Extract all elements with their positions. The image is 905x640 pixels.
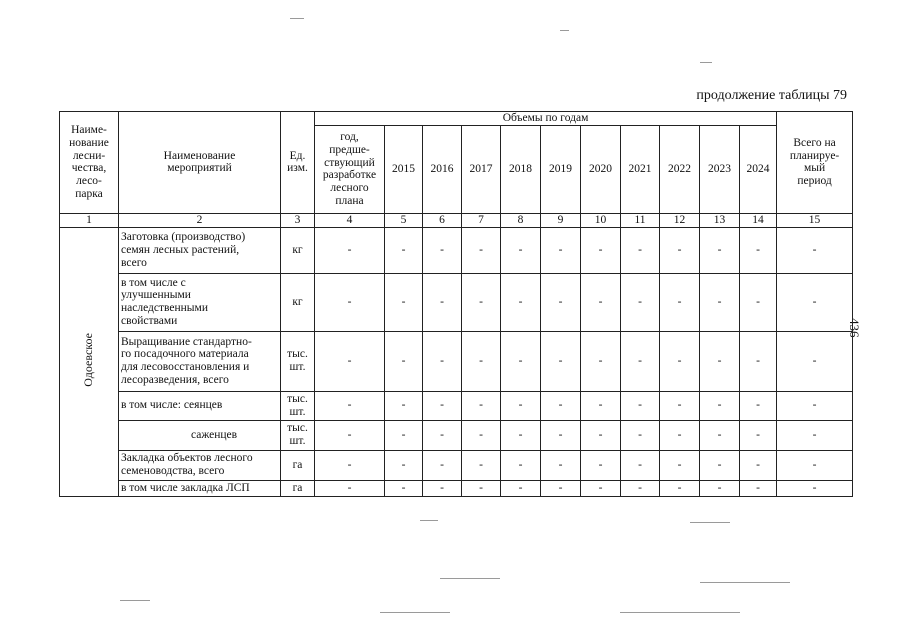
activity-name: саженцев [119,420,281,450]
value-cell: - [581,450,621,480]
header-activity: Наименование мероприятий [119,112,281,214]
column-number: 13 [700,213,740,227]
table-row [60,273,853,331]
value-cell: - [385,420,423,450]
activity-name: в том числе с улучшенными наследственными свойствами [119,273,281,331]
column-number: 14 [740,213,777,227]
value-cell: - [700,450,740,480]
scan-speck [440,578,500,579]
value-cell: - [462,420,501,450]
header-year-2018: 2018 [501,125,541,213]
forestry-plan-table [59,111,853,497]
scan-speck [420,520,438,521]
value-cell: - [315,331,385,391]
value-cell: - [777,273,853,331]
value-cell: - [740,420,777,450]
activity-name: Выращивание стандартно- го посадочного материала для лесовосстановления и лесоразведения, всего [119,331,281,391]
value-cell: - [315,227,385,273]
value-cell: - [385,480,423,496]
scan-speck [120,600,150,601]
value-cell: - [777,480,853,496]
activity-name: Заготовка (производство) семян лесных растений, всего [119,227,281,273]
value-cell: - [740,480,777,496]
value-cell: - [621,420,660,450]
scan-speck [620,612,740,613]
value-cell: - [777,331,853,391]
column-number: 6 [423,213,462,227]
header-year-2019: 2019 [541,125,581,213]
value-cell: - [660,480,700,496]
value-cell: - [423,273,462,331]
value-cell: - [621,391,660,420]
value-cell: - [462,391,501,420]
forestry-name: Одоевское [81,332,96,387]
value-cell: - [541,480,581,496]
column-number: 15 [777,213,853,227]
value-cell: - [462,480,501,496]
page-number: 436 [847,318,862,338]
value-cell: - [581,420,621,450]
value-cell: - [501,480,541,496]
value-cell: - [660,450,700,480]
unit-cell: га [281,480,315,496]
value-cell: - [423,420,462,450]
value-cell: - [423,480,462,496]
value-cell: - [385,273,423,331]
header-year-2016: 2016 [423,125,462,213]
activity-name: Закладка объектов лесного семеноводства, всего [119,450,281,480]
unit-cell: тыс. шт. [281,391,315,420]
value-cell: - [621,450,660,480]
forestry-name-cell [60,227,119,496]
scan-speck [700,62,712,63]
value-cell: - [385,227,423,273]
scan-speck [290,18,304,19]
table-row [60,480,853,496]
value-cell: - [740,273,777,331]
value-cell: - [777,227,853,273]
value-cell: - [581,391,621,420]
value-cell: - [777,450,853,480]
value-cell: - [740,227,777,273]
value-cell: - [660,227,700,273]
value-cell: - [541,391,581,420]
column-number: 12 [660,213,700,227]
column-number: 10 [581,213,621,227]
value-cell: - [660,391,700,420]
activity-name: в том числе закладка ЛСП [119,480,281,496]
table-continuation-caption: продолжение таблицы 79 [696,88,847,103]
value-cell: - [581,227,621,273]
unit-cell: кг [281,273,315,331]
value-cell: - [541,227,581,273]
header-total: Всего на планируе- мый период [777,112,853,214]
value-cell: - [621,331,660,391]
table-row [60,420,853,450]
table-row [60,391,853,420]
unit-cell: тыс. шт. [281,331,315,391]
column-number: 8 [501,213,541,227]
value-cell: - [315,391,385,420]
value-cell: - [621,480,660,496]
header-year-2024: 2024 [740,125,777,213]
value-cell: - [660,273,700,331]
header-year-2015: 2015 [385,125,423,213]
value-cell: - [581,331,621,391]
value-cell: - [315,450,385,480]
value-cell: - [315,273,385,331]
value-cell: - [462,331,501,391]
scan-speck [690,522,730,523]
header-prev-year: год, предше- ствующий разработке лесного плана [315,125,385,213]
value-cell: - [740,331,777,391]
value-cell: - [385,331,423,391]
value-cell: - [462,227,501,273]
column-number: 5 [385,213,423,227]
value-cell: - [315,420,385,450]
column-number: 4 [315,213,385,227]
scan-speck [700,582,790,583]
header-row-top [60,112,853,126]
value-cell: - [501,331,541,391]
activity-name: в том числе: сеянцев [119,391,281,420]
header-year-2022: 2022 [660,125,700,213]
value-cell: - [660,420,700,450]
value-cell: - [700,227,740,273]
value-cell: - [501,420,541,450]
value-cell: - [501,391,541,420]
value-cell: - [621,273,660,331]
header-forestry: Наиме- нование лесни- чества, лесо- парка [60,112,119,214]
value-cell: - [501,450,541,480]
value-cell: - [462,273,501,331]
value-cell: - [541,331,581,391]
header-year-2023: 2023 [700,125,740,213]
value-cell: - [621,227,660,273]
table-row [60,450,853,480]
column-number: 3 [281,213,315,227]
header-year-2017: 2017 [462,125,501,213]
value-cell: - [385,450,423,480]
column-number: 11 [621,213,660,227]
column-number: 9 [541,213,581,227]
table-row [60,227,853,273]
value-cell: - [660,331,700,391]
value-cell: - [581,480,621,496]
value-cell: - [700,273,740,331]
column-number: 7 [462,213,501,227]
scan-speck [560,30,569,31]
value-cell: - [700,391,740,420]
value-cell: - [501,273,541,331]
value-cell: - [581,273,621,331]
value-cell: - [541,273,581,331]
unit-cell: га [281,450,315,480]
value-cell: - [423,227,462,273]
column-number: 2 [119,213,281,227]
value-cell: - [423,331,462,391]
header-year-2020: 2020 [581,125,621,213]
value-cell: - [700,420,740,450]
header-unit: Ед. изм. [281,112,315,214]
value-cell: - [700,480,740,496]
header-volumes-by-year: Объемы по годам [315,112,777,126]
value-cell: - [501,227,541,273]
value-cell: - [541,420,581,450]
value-cell: - [541,450,581,480]
value-cell: - [423,391,462,420]
table-row [60,331,853,391]
column-numbers-row [60,213,853,227]
scan-speck [380,612,450,613]
value-cell: - [777,420,853,450]
column-number: 1 [60,213,119,227]
unit-cell: кг [281,227,315,273]
value-cell: - [385,391,423,420]
value-cell: - [740,450,777,480]
unit-cell: тыс. шт. [281,420,315,450]
value-cell: - [315,480,385,496]
value-cell: - [777,391,853,420]
value-cell: - [700,331,740,391]
value-cell: - [740,391,777,420]
value-cell: - [423,450,462,480]
header-year-2021: 2021 [621,125,660,213]
value-cell: - [462,450,501,480]
